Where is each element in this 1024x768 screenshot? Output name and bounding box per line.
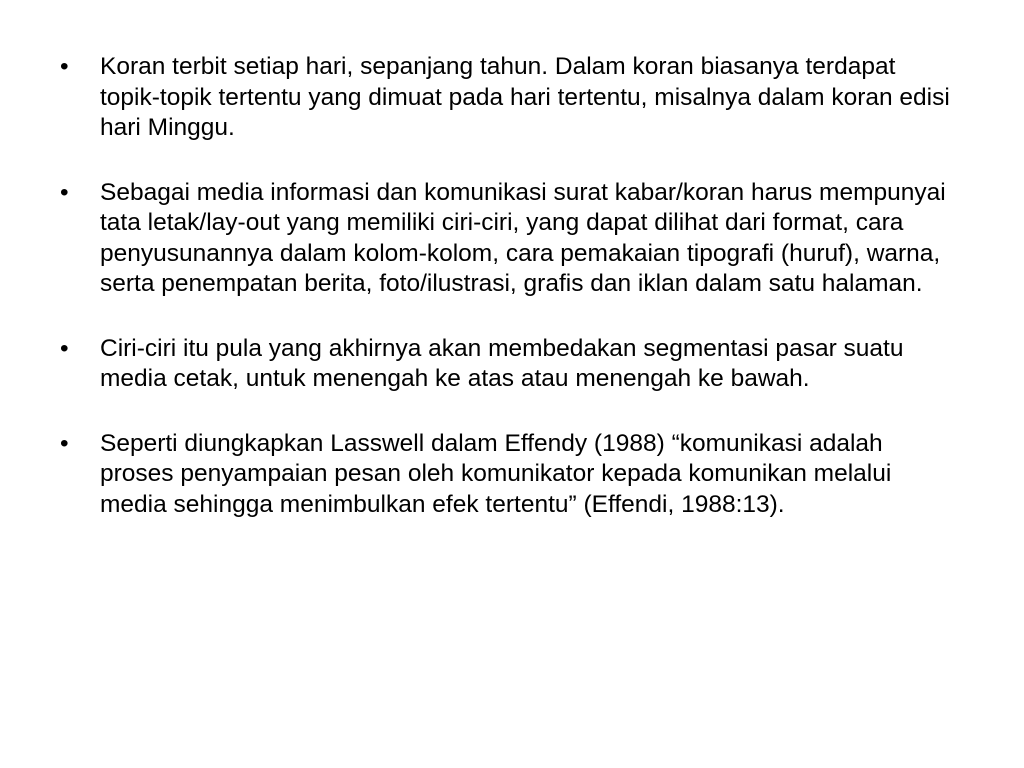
bullet-point-icon: •: [60, 53, 69, 80]
bullet-point-icon: •: [60, 334, 69, 362]
bullet-item: [60, 334, 960, 395]
bullet-item: [60, 429, 960, 521]
bullet-text: Koran terbit setiap hari, sepanjang tahun. Dalam koran biasanya terdapat topik-topik tertentu yang dimuat pada hari tertentu, misalnya dalam koran edisi hari Minggu.: [100, 53, 950, 141]
bullet-item: [60, 178, 960, 300]
bullet-item: [60, 52, 960, 144]
bullet-point-icon: •: [60, 178, 69, 206]
bullet-text: Sebagai media informasi dan komunikasi surat kabar/koran harus mempunyai tata letak/lay-out yang memiliki ciri-ciri, yang dapat dilihat dari format, cara penyusunannya dalam kolom-kolom, cara pemakaian tipografi (huruf), warna, serta penempatan berita, foto/ilustrasi, grafis dan iklan dalam satu halaman.: [100, 178, 946, 297]
bullet-text: Seperti diungkapkan Lasswell dalam Effendy (1988) “komunikasi adalah proses penyampaian pesan oleh komunikator kepada komunikan melalui media sehingga menimbulkan efek tertentu” (Effendi, 1988:13).: [100, 429, 892, 518]
bullet-point-icon: •: [60, 429, 69, 457]
bullet-text: Ciri-ciri itu pula yang akhirnya akan membedakan segmentasi pasar suatu media cetak, untuk menengah ke atas atau menengah ke bawah.: [100, 334, 904, 392]
bullet-list: [60, 52, 960, 554]
